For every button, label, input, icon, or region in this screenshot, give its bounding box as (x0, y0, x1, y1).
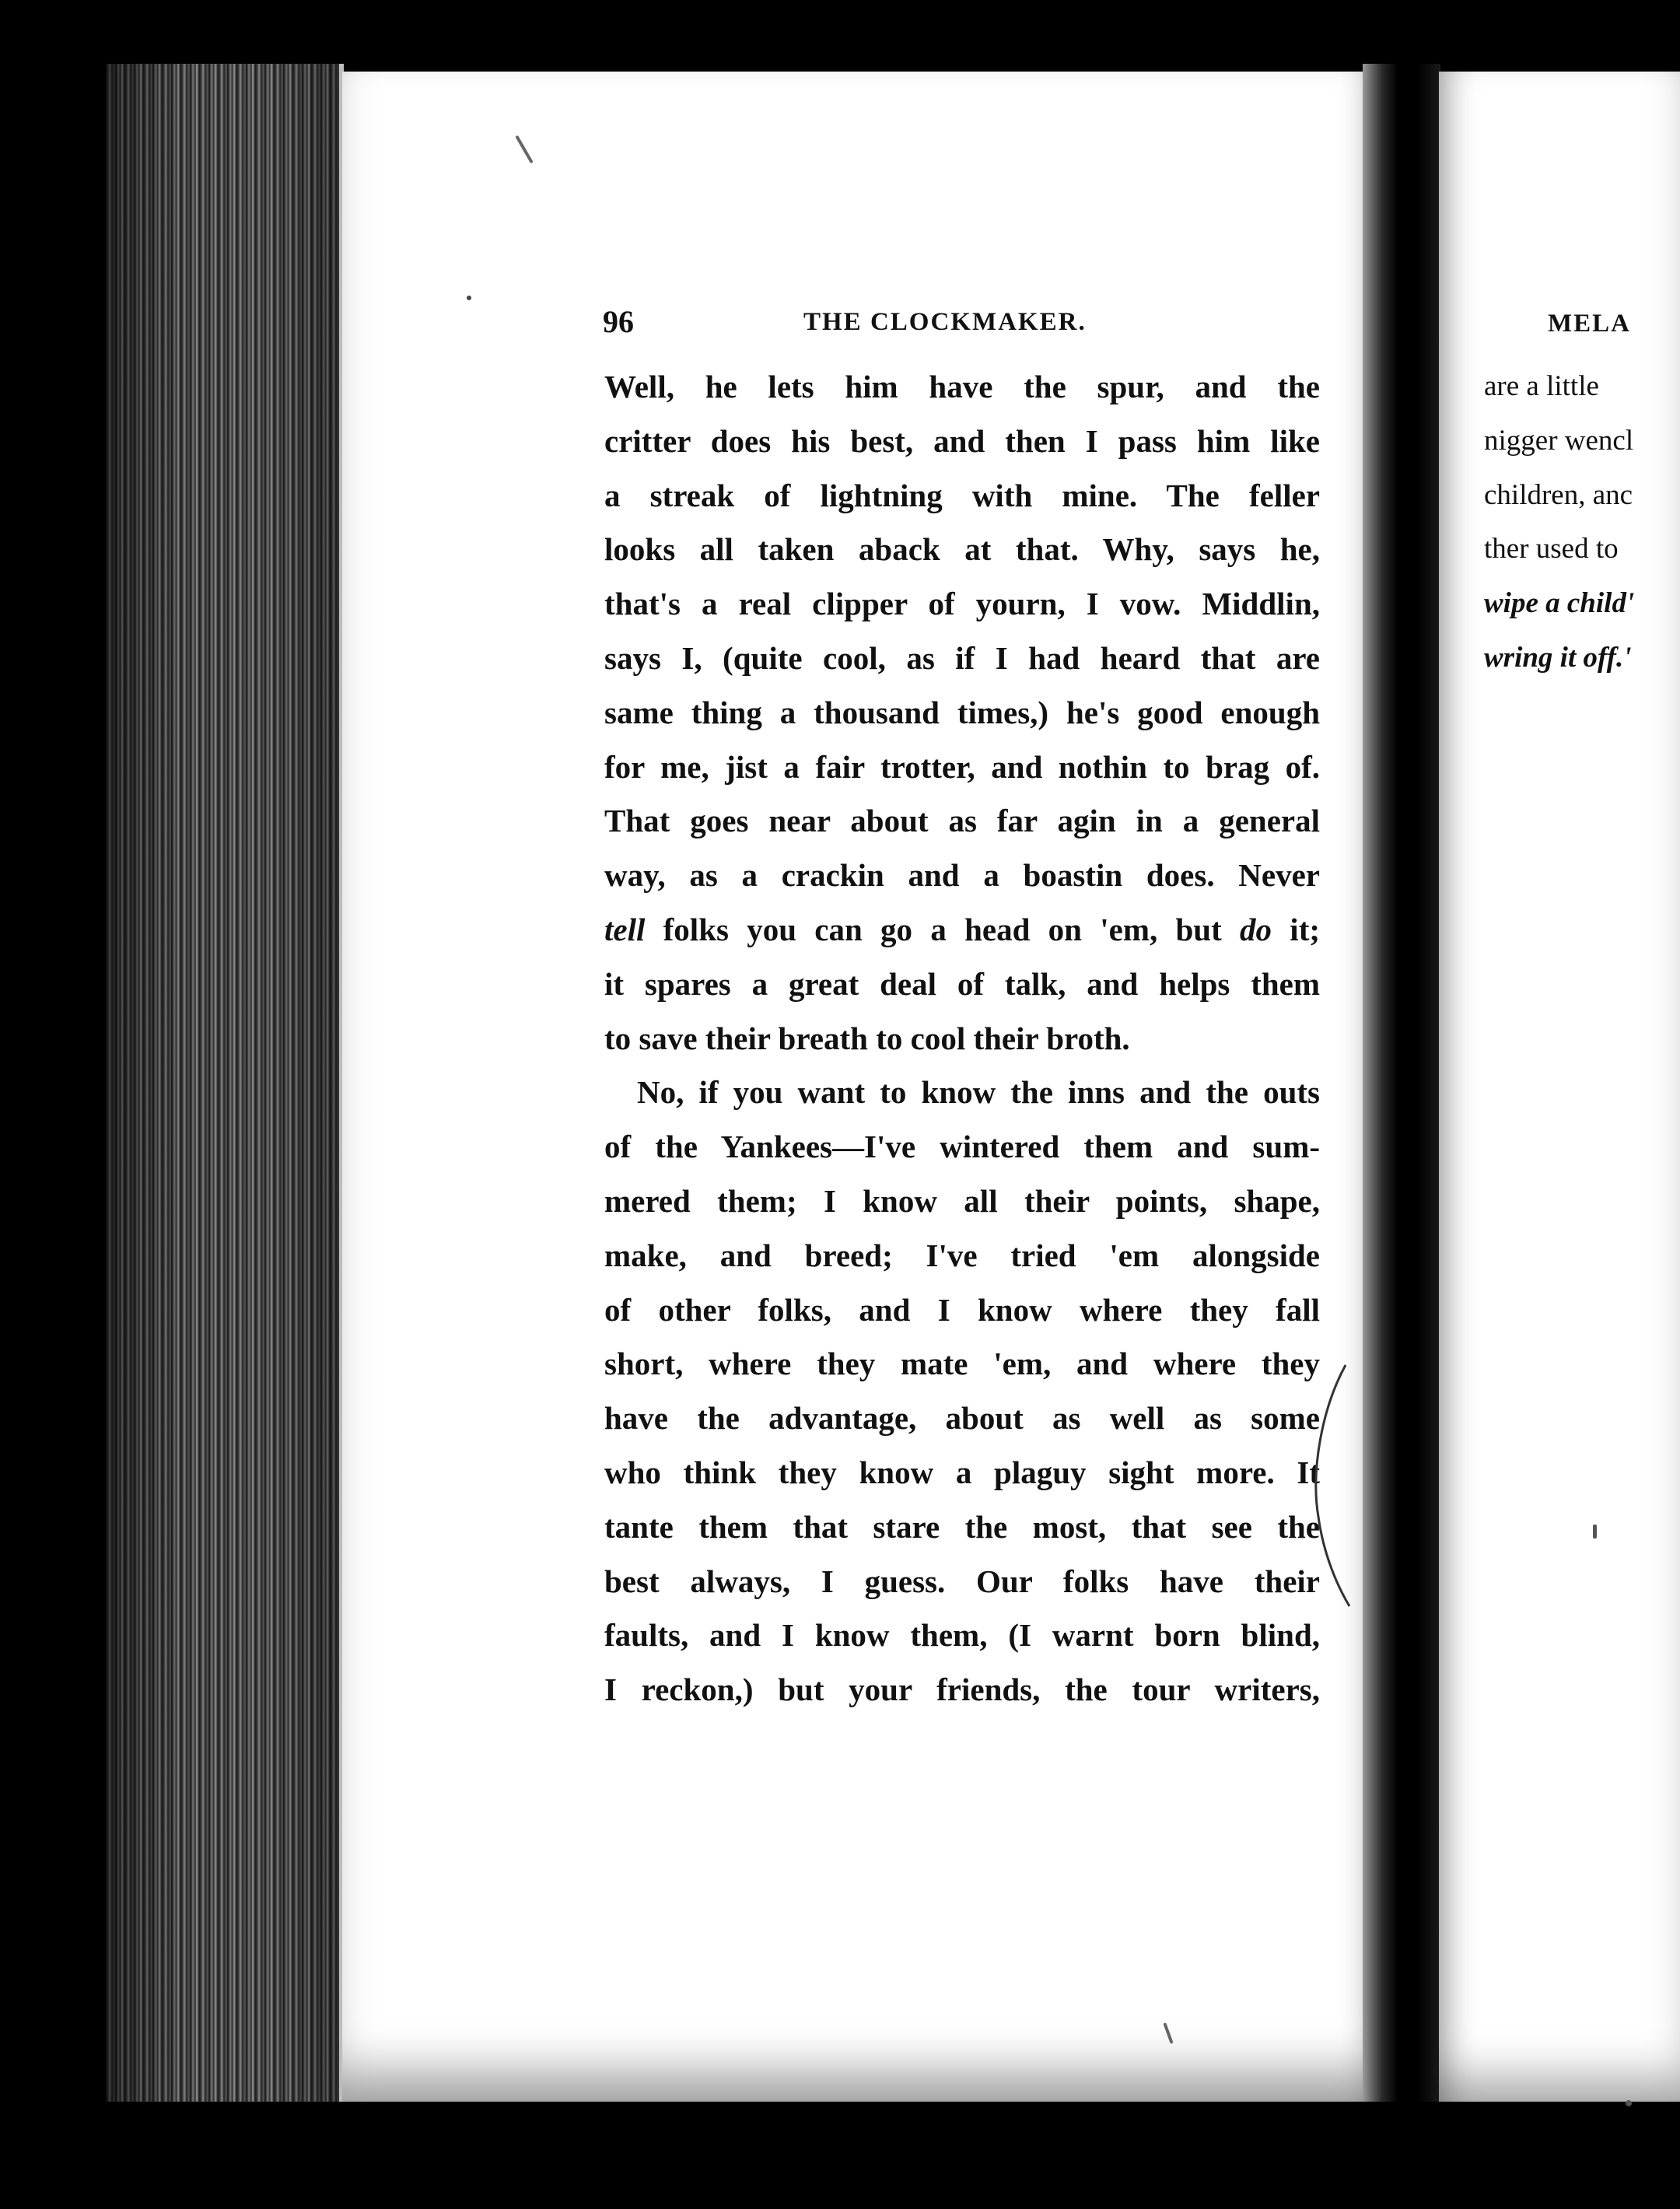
italic-word: do (1240, 911, 1272, 947)
text-line: a streak of lightning with mine. The feller (604, 477, 1320, 513)
text-line: to save their breath to cool their broth. (604, 1020, 1130, 1056)
right-text-line: wipe a child' (1484, 587, 1635, 620)
right-text-line: ther used to (1484, 533, 1619, 565)
text-line: That goes near about as far agin in a general (604, 803, 1320, 839)
text-line: faults, and I know them, (I warnt born blind, (604, 1617, 1320, 1654)
text-line: tante them that stare the most, that see the (604, 1508, 1320, 1545)
book-gutter (1363, 64, 1440, 2102)
italic-word: tell (604, 911, 646, 947)
scan-speck (1626, 2100, 1632, 2106)
scan-top-border (0, 0, 1680, 67)
scan-speck (1593, 1525, 1597, 1539)
right-text-line: are a little (1484, 370, 1599, 402)
right-text-line: nigger wencl (1484, 424, 1634, 457)
page-body-text (604, 360, 1320, 1717)
text-line-with-italics (604, 903, 1320, 957)
text-line: make, and breed; I've tried 'em alongside (604, 1237, 1320, 1273)
text-line: best always, I guess. Our folks have their (604, 1563, 1320, 1599)
page-number: 96 (603, 304, 634, 339)
text-fragment: it; (1272, 911, 1320, 947)
text-line: No, if you want to know the inns and the outs (637, 1074, 1320, 1111)
text-line: critter does his best, and then I pass him like (604, 422, 1320, 459)
scan-speck (467, 296, 471, 300)
text-line: of the Yankees—I've wintered them and sum- (604, 1129, 1320, 1165)
right-text-line: wring it off.' (1484, 641, 1632, 674)
text-fragment: folks you can go a head on 'em, but (645, 911, 1241, 947)
text-line: of other folks, and I know where they fall (604, 1291, 1320, 1328)
right-running-title: MELA (1548, 310, 1631, 338)
text-line: same thing a thousand times,) he's good enough (604, 694, 1320, 730)
running-title: THE CLOCKMAKER. (803, 308, 1087, 336)
text-line: who think they know a plaguy sight more. It (604, 1454, 1320, 1490)
text-line: Well, he lets him have the spur, and the (604, 369, 1320, 404)
pencil-margin-mark (1307, 1361, 1353, 1610)
text-line: looks all taken aback at that. Why, says he, (604, 531, 1320, 568)
book-page-edges (106, 64, 344, 2102)
text-line: for me, jist a fair trotter, and nothin to brag of. (604, 748, 1320, 785)
right-text-line: children, anc (1484, 478, 1633, 511)
right-page (1439, 72, 1680, 2109)
text-line: I reckon,) but your friends, the tour writers, (604, 1672, 1320, 1708)
text-line: way, as a crackin and a boastin does. Never (604, 857, 1320, 894)
right-page-text (1484, 359, 1634, 685)
scan-bottom-border (0, 2102, 1680, 2209)
text-line: says I, (quite cool, as if I had heard that are (604, 639, 1320, 676)
text-line: mered them; I know all their points, shape, (604, 1182, 1320, 1219)
text-line: have the advantage, about as well as some (604, 1400, 1320, 1437)
text-line: short, where they mate 'em, and where they (604, 1346, 1320, 1382)
text-line: it spares a great deal of talk, and helps them (604, 965, 1320, 1002)
text-line: that's a real clipper of yourn, I vow. Middlin, (604, 586, 1320, 622)
